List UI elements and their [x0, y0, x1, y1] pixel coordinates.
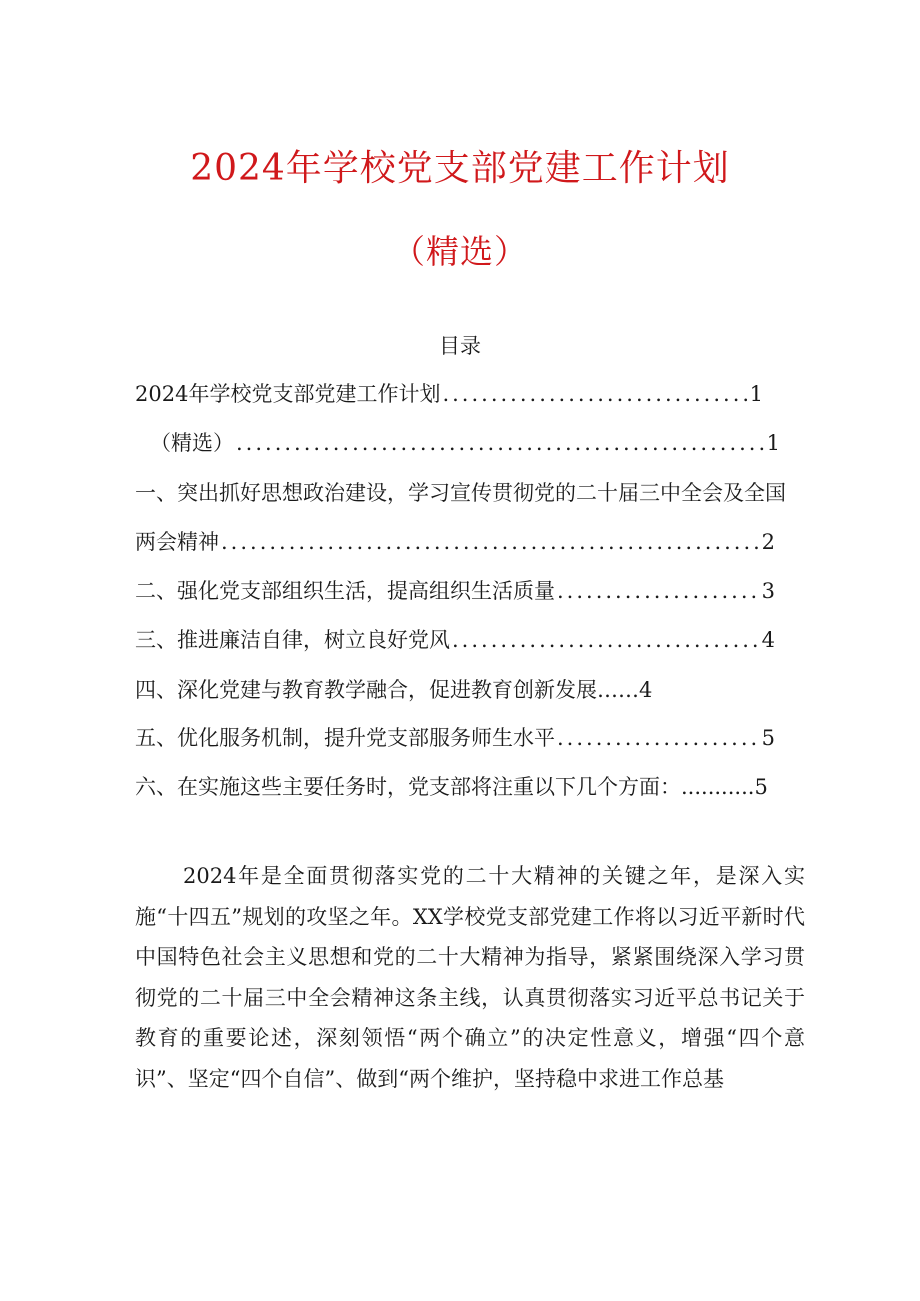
toc-leader-dots: [557, 726, 760, 750]
body-text: [135, 856, 805, 1099]
document-subtitle: （精选）: [392, 232, 528, 271]
toc-entry[interactable]: [135, 378, 763, 408]
toc-entry[interactable]: [135, 526, 775, 556]
toc-leader-dots: [221, 530, 760, 554]
toc-entry-page: 3: [761, 579, 775, 603]
toc-entry-page: 4: [761, 628, 775, 652]
toc-leader-dots: ...........: [681, 775, 755, 799]
toc-entry-page: 1: [749, 382, 763, 406]
toc-entry[interactable]: [150, 427, 780, 457]
toc-entry-text: 六、在实施这些主要任务时，党支部将注重以下几个方面：: [135, 775, 681, 799]
toc-entry-page: 5: [754, 775, 768, 799]
toc-entry[interactable]: [135, 575, 775, 605]
toc-entry-text: 两会精神: [135, 530, 219, 554]
toc-entry[interactable]: [135, 722, 775, 752]
toc-entry-text[interactable]: 一、突出抓好思想政治建设，学习宣传贯彻党的二十届三中全会及全国: [135, 481, 786, 505]
toc-entry-text: 2024年学校党支部党建工作计划: [135, 382, 441, 406]
toc-entry-page: 1: [766, 431, 780, 455]
toc-entry-text: 二、强化党支部组织生活，提高组织生活质量: [135, 579, 555, 603]
toc-leader-dots: [236, 431, 765, 455]
toc-leader-dots: [452, 628, 760, 652]
toc-entry-text: 三、推进廉洁自律，树立良好党风: [135, 628, 450, 652]
intro-paragraph: 2024年是全面贯彻落实党的二十大精神的关键之年，是深入实施“十四五”规划的攻坚之年。XX学校党支部党建工作将以习近平新时代中国特色社会主义思想和党的二十大精神为指导，紧紧围绕深入学习贯彻党的二十届三中全会精神这条主线，认真贯彻落实习近平总书记关于教育的重要论述，深刻领悟“两个确立”的决定性意义，增强“四个意识”、坚定“四个自信”、做到“两个维护，坚持稳中求进工作总基: [135, 864, 805, 1091]
toc-leader-dots: [442, 382, 747, 406]
toc-entry[interactable]: [135, 771, 768, 801]
toc-entry-text: 五、优化服务机制，提升党支部服务师生水平: [135, 726, 555, 750]
toc-entry-text: （精选）: [150, 431, 234, 455]
document-title: 2024年学校党支部党建工作计划: [190, 148, 730, 189]
toc-heading: 目录: [439, 334, 481, 358]
toc-entry-page: 2: [761, 530, 775, 554]
toc-entry-text[interactable]: 四、深化党建与教育教学融合，促进教育创新发展……4: [135, 678, 653, 702]
toc-entry-page: 5: [761, 726, 775, 750]
toc-leader-dots: [557, 579, 760, 603]
toc-entry[interactable]: [135, 624, 775, 654]
